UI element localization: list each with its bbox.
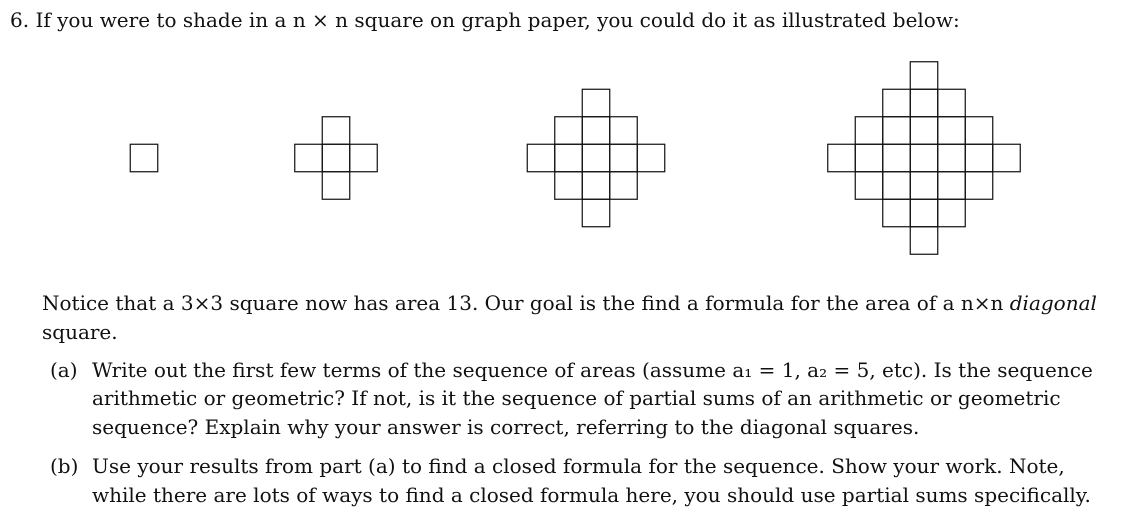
grid-cell xyxy=(582,117,610,145)
problem-number: 6. xyxy=(10,8,30,32)
part-a-label: (a) xyxy=(50,358,78,382)
part-a-line-2: arithmetic or geometric? If not, is it the sequence of partial sums of an arithmetic or geometric xyxy=(92,386,1061,410)
grid-cell xyxy=(322,172,350,200)
notice-line-2: square. xyxy=(42,320,118,344)
grid-cell xyxy=(910,89,938,117)
grid-cell xyxy=(582,172,610,200)
grid-cell xyxy=(965,172,993,200)
part-b-line-2: while there are lots of ways to find a closed formula here, you should use partial sums specifically. xyxy=(92,483,1091,507)
grid-cell xyxy=(910,172,938,200)
grid-cell xyxy=(555,172,583,200)
grid-cell xyxy=(938,89,966,117)
grid-cell xyxy=(350,144,378,172)
grid-cell xyxy=(130,144,158,172)
grid-cell xyxy=(938,172,966,200)
grid-cell xyxy=(610,117,638,145)
notice-emphasis: diagonal xyxy=(1009,291,1097,315)
grid-cell xyxy=(993,144,1021,172)
part-a-line-1 xyxy=(50,358,1093,382)
part-b-label: (b) xyxy=(50,454,79,478)
grid-cell xyxy=(582,144,610,172)
grid-cell xyxy=(855,144,883,172)
grid-cell xyxy=(582,199,610,227)
grid-cell xyxy=(637,144,665,172)
grid-cell xyxy=(295,144,323,172)
part-a-text-1: Write out the first few terms of the sequence of areas (assume a₁ = 1, a₂ = 5, etc). Is the sequence xyxy=(92,358,1093,382)
notice-text: Notice that a 3×3 square now has area 13. Our goal is the find a formula for the area of a n×n xyxy=(42,291,1004,315)
grid-cell xyxy=(555,144,583,172)
diagonal-square-1 xyxy=(130,144,158,172)
grid-cell xyxy=(938,117,966,145)
grid-cell xyxy=(883,89,911,117)
grid-cell xyxy=(582,89,610,117)
grid-cell xyxy=(883,199,911,227)
grid-cell xyxy=(855,117,883,145)
grid-cell xyxy=(610,144,638,172)
grid-cell xyxy=(322,117,350,145)
problem-statement xyxy=(10,8,960,32)
notice-line-1 xyxy=(42,291,1097,315)
part-b-line-1 xyxy=(50,454,1065,478)
grid-cell xyxy=(965,144,993,172)
grid-cell xyxy=(938,199,966,227)
diagonal-square-3 xyxy=(527,89,665,227)
grid-cell xyxy=(965,117,993,145)
grid-cell xyxy=(610,172,638,200)
grid-cell xyxy=(910,227,938,255)
grid-cell xyxy=(910,62,938,90)
problem-text: If you were to shade in a n × n square on graph paper, you could do it as illustrated below: xyxy=(35,8,960,32)
grid-cell xyxy=(322,144,350,172)
diagonal-square-2 xyxy=(295,117,378,200)
grid-cell xyxy=(555,117,583,145)
grid-cell xyxy=(883,172,911,200)
grid-cell xyxy=(910,117,938,145)
grid-cell xyxy=(910,199,938,227)
diagonal-square-4 xyxy=(828,62,1021,255)
grid-cell xyxy=(883,117,911,145)
grid-cell xyxy=(883,144,911,172)
grid-cell xyxy=(527,144,555,172)
part-b-text-1: Use your results from part (a) to find a closed formula for the sequence. Show your work. Note, xyxy=(92,454,1065,478)
grid-cell xyxy=(938,144,966,172)
grid-cell xyxy=(828,144,856,172)
grid-cell xyxy=(855,172,883,200)
part-a-line-3: sequence? Explain why your answer is correct, referring to the diagonal squares. xyxy=(92,415,920,439)
grid-cell xyxy=(910,144,938,172)
